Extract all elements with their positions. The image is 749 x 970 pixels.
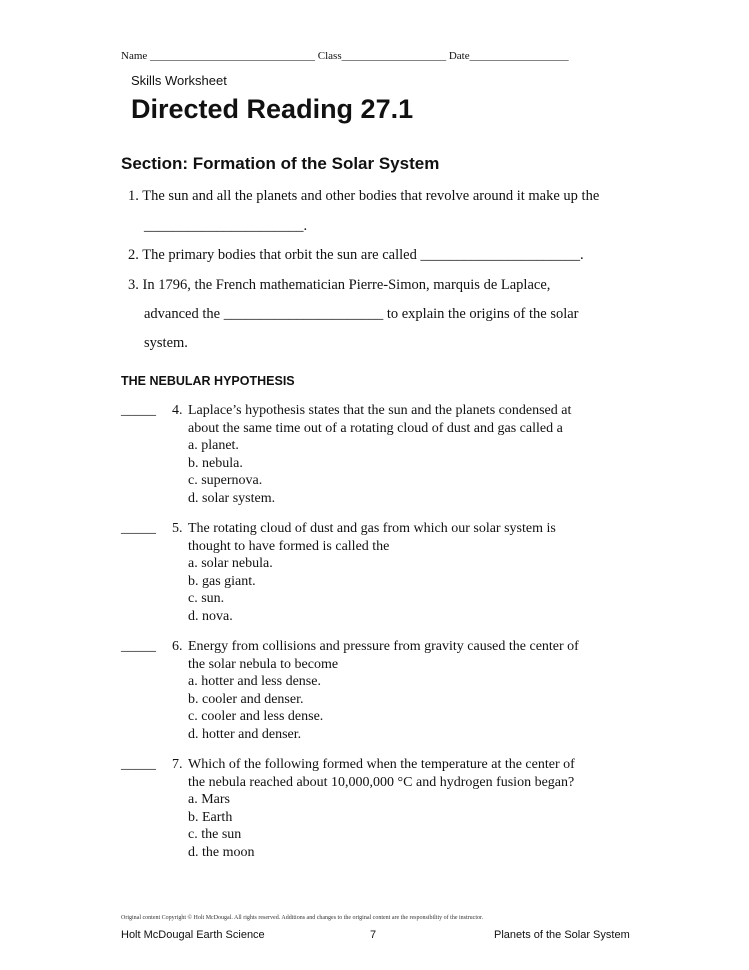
option: d. hotter and denser. [188, 726, 302, 742]
question-text: the solar nebula to become [188, 656, 339, 672]
question-number: 7. [172, 757, 183, 772]
answer-blank: _____ [121, 403, 156, 418]
question-number: 4. [172, 403, 183, 418]
option: a. solar nebula. [188, 556, 273, 572]
option: b. Earth [188, 809, 233, 825]
question-text: Laplace’s hypothesis states that the sun and the planets condensed at [188, 403, 572, 418]
copyright-notice: Original content Copyright © Holt McDougal. All rights reserved. Additions and changes to the original content are the responsibility of the instructor. [121, 915, 484, 921]
page-number: 7 [370, 929, 377, 941]
option: c. cooler and less dense. [188, 709, 324, 725]
class-field-label: Class___________________ [317, 50, 447, 62]
option: b. gas giant. [188, 573, 256, 589]
student-info-line [121, 50, 569, 62]
question-3-line-2: advanced the ______________________ to explain the origins of the solar [144, 306, 579, 322]
question-1-line-2: ______________________. [144, 218, 308, 234]
question-text: the nebula reached about 10,000,000 °C and hydrogen fusion began? [188, 774, 575, 790]
question-2: 2. The primary bodies that orbit the sun are called ______________________. [128, 247, 584, 263]
question-text: Energy from collisions and pressure from gravity caused the center of [188, 639, 579, 654]
page-title: Directed Reading 27.1 [131, 94, 414, 124]
footer-chapter: Planets of the Solar System [494, 929, 630, 941]
option: d. the moon [188, 844, 255, 860]
worksheet-type: Skills Worksheet [131, 73, 227, 88]
question-3-line-3: system. [144, 335, 188, 351]
section-title: Section: Formation of the Solar System [121, 154, 440, 173]
subsection-title: THE NEBULAR HYPOTHESIS [121, 374, 295, 388]
question-text: about the same time out of a rotating cloud of dust and gas called a [188, 420, 563, 436]
option: c. the sun [188, 827, 242, 843]
question-text: Which of the following formed when the temperature at the center of [188, 757, 575, 772]
option: a. planet. [188, 438, 239, 454]
answer-blank: _____ [121, 639, 156, 654]
option: a. hotter and less dense. [188, 674, 321, 690]
answer-blank: _____ [121, 521, 156, 536]
option: a. Mars [188, 792, 230, 808]
question-3-line-1: 3. In 1796, the French mathematician Pierre-Simon, marquis de Laplace, [128, 277, 551, 293]
option: c. supernova. [188, 473, 263, 489]
option: d. solar system. [188, 490, 276, 506]
option: b. cooler and denser. [188, 691, 304, 707]
answer-blank: _____ [121, 757, 156, 772]
question-text: thought to have formed is called the [188, 538, 390, 554]
question-number: 6. [172, 639, 183, 654]
option: c. sun. [188, 591, 225, 607]
option: b. nebula. [188, 455, 243, 471]
footer-publisher: Holt McDougal Earth Science [121, 929, 265, 941]
name-field-label: Name ______________________________ [121, 50, 316, 62]
question-number: 5. [172, 521, 183, 536]
date-field-label: Date__________________ [448, 50, 569, 62]
question-text: The rotating cloud of dust and gas from which our solar system is [188, 521, 556, 536]
question-1-line-1: 1. The sun and all the planets and other bodies that revolve around it make up the [128, 188, 600, 204]
option: d. nova. [188, 608, 233, 624]
